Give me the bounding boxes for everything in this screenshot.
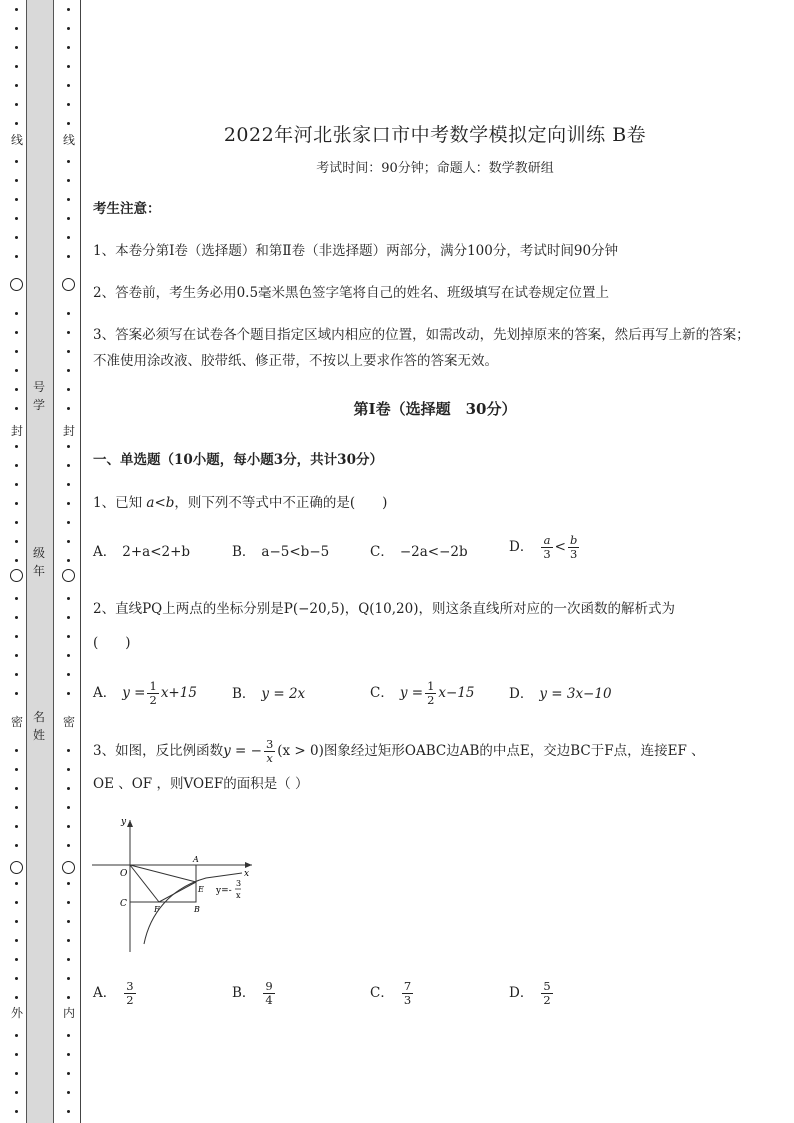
option-label: D． (509, 539, 534, 555)
seal-dot (67, 635, 70, 638)
seal-dot (15, 350, 18, 353)
seal-char: 封 (60, 424, 78, 438)
seal-dot (15, 768, 18, 771)
numerator: 7 (403, 979, 412, 993)
seal-dot (15, 825, 18, 828)
seal-dot (67, 540, 70, 543)
q1-option-c[interactable] (370, 542, 468, 562)
seal-dot (15, 882, 18, 885)
seal-dot (15, 8, 18, 11)
denominator: 2 (543, 993, 551, 1007)
stem-math: y = − (223, 743, 262, 759)
point-label-e: E (198, 885, 204, 894)
seal-dot (15, 407, 18, 410)
seal-char: 密 (8, 715, 26, 729)
numerator: b (569, 533, 578, 547)
seal-dot (67, 388, 70, 391)
q2-option-b[interactable] (232, 684, 305, 704)
numerator: 1 (149, 679, 157, 693)
seal-dot (67, 825, 70, 828)
q1-option-d[interactable] (509, 534, 581, 561)
seal-dot (15, 635, 18, 638)
seal-dot (67, 616, 70, 619)
seal-ring-icon (62, 278, 75, 291)
seal-dot (67, 198, 70, 201)
seal-dot (15, 1072, 18, 1075)
seal-dot (15, 464, 18, 467)
stem-text: (x > 0)图象经过矩形OABC边AB的中点E，交边BC于F点，连接EF 、 (277, 743, 705, 759)
seal-dot (67, 8, 70, 11)
question-3-stem (93, 738, 753, 765)
segment-of (130, 865, 159, 902)
seal-dot (15, 920, 18, 923)
strip-label-char: 级 (32, 546, 45, 560)
denominator: 3 (403, 993, 412, 1007)
seal-ring-icon (10, 861, 23, 874)
denominator: x (266, 751, 273, 765)
option-label: A． (93, 985, 117, 1001)
seal-dot (67, 350, 70, 353)
seal-dot (15, 312, 18, 315)
strip-label-char: 名 (32, 710, 45, 724)
question-3-stem-line2: OE 、OF ，则VOEF的面积是（ ） (93, 776, 309, 792)
notice-item-1: 1、本卷分第I卷（选择题）和第Ⅱ卷（非选择题）两部分，满分100分，考试时间90分钟 (93, 243, 619, 259)
seal-dot (15, 559, 18, 562)
curve-label-denominator: x (236, 891, 241, 900)
numerator: 3 (126, 979, 134, 993)
seal-dot (15, 27, 18, 30)
option-label: C． (370, 544, 394, 560)
seal-dot (15, 65, 18, 68)
seal-dot (67, 787, 70, 790)
denominator: 2 (427, 693, 435, 707)
seal-dot (67, 65, 70, 68)
option-label: B． (232, 985, 256, 1001)
q3-option-b[interactable] (232, 980, 277, 1007)
seal-dot (15, 255, 18, 258)
seal-dot (67, 844, 70, 847)
seal-dot (67, 407, 70, 410)
seal-dot (15, 692, 18, 695)
stem-text: ，则下列不等式中不正确的是( ) (174, 495, 388, 511)
option-label: A． (93, 685, 117, 701)
seal-char: 内 (60, 1006, 78, 1020)
seal-dot (67, 692, 70, 695)
seal-ring-icon (10, 569, 23, 582)
seal-dot (15, 179, 18, 182)
seal-dot (67, 445, 70, 448)
denominator: 4 (265, 993, 273, 1007)
q1-option-a[interactable] (93, 542, 190, 562)
option-label: D． (509, 985, 534, 1001)
seal-dot (15, 939, 18, 942)
numerator: 1 (427, 679, 435, 693)
x-axis-arrow (245, 862, 252, 868)
option-text: y = 3x−10 (539, 686, 612, 702)
curve-label-numerator: 3 (236, 879, 242, 888)
seal-dot (67, 1072, 70, 1075)
seal-dot (67, 996, 70, 999)
seal-dot (67, 882, 70, 885)
seal-dot (67, 483, 70, 486)
seal-dot (67, 464, 70, 467)
notice-item-3: 3、答案必须写在试卷各个题目指定区域内相应的位置，如需改动，先划掉原来的答案，然后再写上新的答案；不准使用涂改液、胶带纸、修正带，不按以上要求作答的答案无效。 (93, 327, 750, 369)
notice-heading: 考生注意： (93, 201, 161, 217)
point-label-a: A (193, 855, 199, 864)
q2-option-a[interactable] (93, 680, 197, 707)
option-label: B． (232, 686, 256, 702)
seal-dot (67, 27, 70, 30)
seal-dot (15, 806, 18, 809)
seal-dot (15, 502, 18, 505)
numerator: a (541, 534, 552, 548)
fraction (541, 534, 552, 561)
part-title: 一、单选题（10小题，每小题3分，共计30分） (93, 452, 383, 468)
exam-subtitle: 考试时间：90分钟；命题人：数学教研组 (316, 161, 554, 176)
rectangle-oabc (130, 865, 196, 902)
seal-dot (67, 958, 70, 961)
seal-dot (67, 749, 70, 752)
fraction (147, 680, 158, 707)
point-label-o: O (120, 869, 128, 879)
page-title: 2022年河北张家口市中考数学模拟定向训练 B卷 (223, 124, 647, 146)
q1-option-b[interactable] (232, 542, 329, 562)
seal-dot (15, 122, 18, 125)
option-text: −2a<−2b (399, 544, 468, 560)
seal-char: 外 (8, 1006, 26, 1020)
seal-ring-icon (10, 278, 23, 291)
stem-math: a<b (146, 495, 175, 511)
seal-dot (67, 84, 70, 87)
fraction (402, 980, 413, 1007)
seal-dot (15, 977, 18, 980)
seal-dot (15, 958, 18, 961)
y-axis-arrow (127, 820, 133, 827)
fraction (568, 534, 579, 561)
seal-dot (15, 369, 18, 372)
seal-dot (67, 939, 70, 942)
segment-ef (159, 882, 196, 902)
seal-dot (15, 483, 18, 486)
seal-dot (67, 1091, 70, 1094)
option-text: x−15 (438, 685, 475, 701)
seal-dot (15, 103, 18, 106)
seal-dot (67, 312, 70, 315)
seal-dot (67, 559, 70, 562)
q3-option-d[interactable] (509, 980, 555, 1007)
seal-dot (67, 1053, 70, 1056)
option-text: y = (399, 685, 424, 701)
seal-dot (67, 977, 70, 980)
grade-label (26, 544, 52, 580)
q3-option-a[interactable] (93, 980, 138, 1007)
option-text: y = 2x (261, 686, 306, 702)
seal-char: 封 (8, 424, 26, 438)
answer-paren: ( ) (93, 635, 131, 651)
axis-label-x: x (244, 869, 250, 879)
seal-dot (67, 1110, 70, 1113)
option-text: y = (122, 685, 146, 701)
margin-line (80, 0, 81, 1123)
numerator: 3 (265, 737, 274, 751)
seal-dot (67, 502, 70, 505)
seal-dot (15, 445, 18, 448)
denominator: 2 (126, 993, 134, 1007)
strip-label-char: 号 (32, 380, 45, 394)
seal-dot (15, 331, 18, 334)
seal-dot (67, 768, 70, 771)
seal-dot (15, 1091, 18, 1094)
seal-dot (15, 217, 18, 220)
seal-dot (15, 388, 18, 391)
seal-dot (15, 749, 18, 752)
seal-dot (15, 616, 18, 619)
seal-dot (15, 654, 18, 657)
denominator: 2 (149, 693, 157, 707)
option-label: C． (370, 985, 394, 1001)
seal-dot (15, 540, 18, 543)
seal-ring-icon (62, 861, 75, 874)
option-label: B． (232, 544, 256, 560)
point-label-f: F (154, 905, 160, 914)
notice-item-2: 2、答卷前，考生务必用0.5毫米黑色签字笔将自己的姓名、班级填写在试卷规定位置上 (93, 285, 610, 301)
denominator: 3 (543, 547, 551, 561)
question-2-stem: 2、直线PQ上两点的坐标分别是P(−20,5)，Q(10,20)，则这条直线所对应的一次函数的解析式为 (93, 601, 675, 617)
seal-dot (67, 331, 70, 334)
numerator: 9 (265, 979, 273, 993)
seal-dot (67, 673, 70, 676)
seal-dot (67, 179, 70, 182)
strip-label-char: 年 (32, 564, 45, 578)
seal-dot (67, 103, 70, 106)
function-graph-figure (92, 812, 262, 957)
axis-label-y: y (121, 817, 127, 827)
seal-dot (15, 160, 18, 163)
curve-label: y=- (216, 886, 232, 896)
fraction (425, 680, 436, 707)
option-label: C． (370, 685, 394, 701)
q3-option-c[interactable] (370, 980, 415, 1007)
seal-dot (15, 84, 18, 87)
fraction (263, 980, 274, 1007)
fraction (124, 980, 135, 1007)
option-text: a−5<b−5 (261, 544, 330, 560)
option-text: x+15 (160, 685, 197, 701)
stem-text: 3、如图，反比例函数 (93, 743, 224, 759)
seal-dot (15, 236, 18, 239)
seal-dot (67, 236, 70, 239)
seal-dot (67, 160, 70, 163)
strip-label-char: 姓 (32, 728, 45, 742)
seal-dot (15, 901, 18, 904)
seal-dot (67, 255, 70, 258)
inner-seal-column (60, 0, 80, 1123)
question-1-stem (93, 490, 753, 516)
outer-seal-column (8, 0, 28, 1123)
seal-dot (67, 122, 70, 125)
option-label: A． (93, 544, 117, 560)
seal-dot (15, 996, 18, 999)
seal-dot (67, 654, 70, 657)
seal-ring-icon (62, 569, 75, 582)
q2-option-c[interactable] (370, 680, 475, 707)
option-label: D． (509, 686, 534, 702)
strip-label-char: 学 (32, 398, 45, 412)
point-label-b: B (194, 905, 200, 914)
operator: < (554, 539, 566, 555)
seal-dot (15, 844, 18, 847)
seal-dot (15, 1053, 18, 1056)
seal-dot (67, 920, 70, 923)
seal-char: 密 (60, 715, 78, 729)
point-label-c: C (120, 899, 127, 909)
fraction (541, 980, 552, 1007)
segment-oe (130, 865, 196, 882)
fraction (264, 738, 275, 765)
seal-dot (15, 1034, 18, 1037)
stem-text: 1、已知 (93, 495, 147, 511)
seal-dot (67, 597, 70, 600)
seal-dot (67, 46, 70, 49)
seal-dot (15, 46, 18, 49)
seal-dot (67, 521, 70, 524)
seal-dot (67, 806, 70, 809)
seal-dot (15, 198, 18, 201)
seal-dot (67, 369, 70, 372)
seal-dot (67, 1034, 70, 1037)
seal-char: 线 (8, 133, 26, 147)
q2-option-d[interactable] (509, 684, 612, 704)
seal-dot (15, 673, 18, 676)
option-text: 2+a<2+b (122, 544, 191, 560)
name-label (26, 708, 52, 744)
seal-dot (67, 217, 70, 220)
student-number-label (26, 378, 52, 414)
seal-dot (15, 521, 18, 524)
seal-dot (67, 901, 70, 904)
denominator: 3 (569, 547, 578, 561)
numerator: 5 (543, 979, 551, 993)
seal-dot (15, 787, 18, 790)
section-title: 第I卷（选择题 30分） (353, 400, 517, 418)
seal-dot (15, 597, 18, 600)
seal-dot (15, 1110, 18, 1113)
seal-char: 线 (60, 133, 78, 147)
